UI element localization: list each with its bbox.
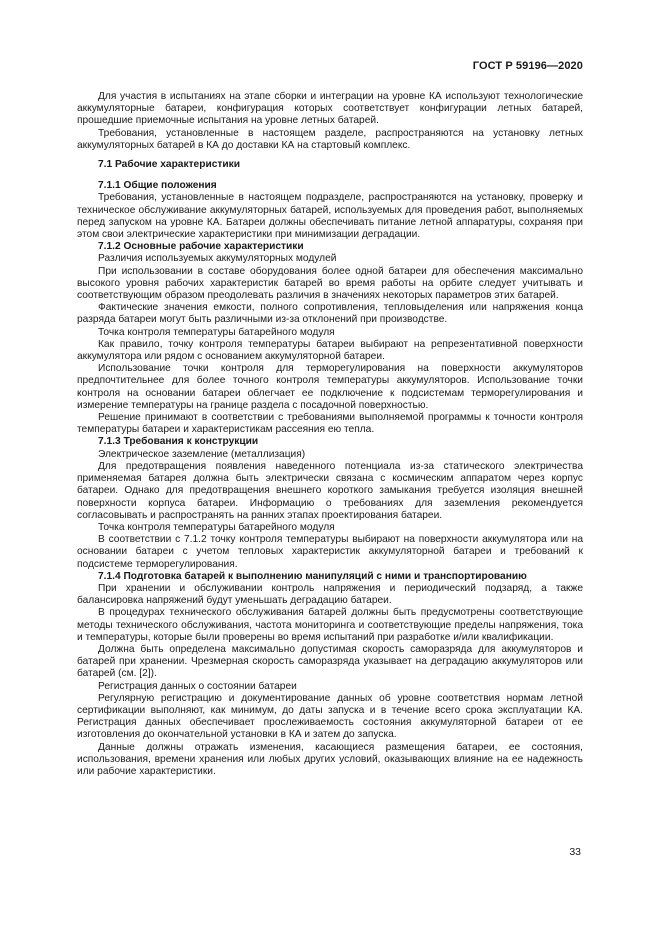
paragraph: Требования, установленные в настоящем подразделе, распространяются на установку, проверку и техническое обслуживание аккумуляторных батарей, используемых для проведения работ, выполняемых перед запуском на уровне КА. Батареи должны обеспечивать питание летной аппаратуры, сохраняя при этом свои электрические характеристики при минимизации деградации. <box>77 192 583 241</box>
paragraph: Для предотвращения появления наведенного потенциала из-за статического электричества применяемая батарея должна быть электрически связана с космическим аппаратом через корпус батареи. Однако для предотвращения внешнего короткого замыкания требуется изоляция внешней поверхности корпуса батареи. Информацию о требованиях для заземления рекомендуется согласовывать и распространять на ранних этапах проектирования батареи. <box>77 460 583 521</box>
document-id-header: ГОСТ Р 59196—2020 <box>472 60 583 72</box>
document-body <box>77 91 583 778</box>
paragraph: Фактические значения емкости, полного сопротивления, тепловыделения или напряжения конца разряда батареи могут быть различными из-за отклонений при производстве. <box>77 302 583 326</box>
subsection-heading: 7.1.3 Требования к конструкции <box>98 436 259 448</box>
subsection-heading: 7.1.2 Основные рабочие характеристики <box>98 241 304 253</box>
paragraph: Как правило, точку контроля температуры батареи выбирают на репрезентативной поверхности аккумулятора или рядом с основанием аккумуляторной батареи. <box>77 338 583 363</box>
paragraph-title: Точка контроля температуры батарейного модуля <box>98 326 335 338</box>
paragraph: Использование точки контроля для терморегулирования на поверхности аккумуляторов предпочтительнее для более точного контроля температуры аккумуляторов. Использование точки контроля на основании батареи облегчает ее подключение к подсистемам терморегулирования и измерение температуры на границе раздела с посадочной поверхностью. <box>77 363 583 411</box>
paragraph: Решение принимают в соответствии с требованиями выполняемой программы к точности контроля температуры батареи и характеристикам рассеяния ею тепла. <box>77 412 583 436</box>
paragraph-title: Регистрация данных о состоянии батареи <box>98 680 297 692</box>
subsection-heading: 7.1.4 Подготовка батарей к выполнению манипуляций с ними и транспортированию <box>98 570 527 582</box>
paragraph-title: Различия используемых аккумуляторных модулей <box>98 253 337 265</box>
paragraph: Данные должны отражать изменения, касающиеся размещения батареи, ее состояния, использования, времени хранения или любых других условий, оказывающих влияние на ее надежность или рабочие характеристики. <box>77 741 583 777</box>
paragraph-title: Электрическое заземление (металлизация) <box>98 448 306 460</box>
paragraph: При использовании в составе оборудования более одной батареи для обеспечения максимально высокого уровня рабочих характеристик батарей во время работы на орбите следует учитывать и соответствующим образом преодолевать различия в значениях некоторых параметров этих батарей. <box>77 265 583 302</box>
paragraph: При хранении и обслуживании контроль напряжения и периодический подзаряд, а также балансировка напряжений будут уменьшать деградацию батареи. <box>77 582 583 607</box>
paragraph: Должна быть определена максимально допустимая скорость саморазряда для аккумуляторов и батарей при хранении. Чрезмерная скорость саморазряда указывает на деградацию аккумуляторов или батарей (см. [2]). <box>77 643 583 680</box>
subsection-heading: 7.1.1 Общие положения <box>98 180 217 192</box>
paragraph-title: Точка контроля температуры батарейного модуля <box>98 521 335 533</box>
paragraph: Для участия в испытаниях на этапе сборки и интеграции на уровне КА используют технологические аккумуляторные батареи, конфигурация которых соответствует конфигурации летных батарей, прошедшие приемочные испытания на уровне летных батарей. <box>77 91 583 127</box>
paragraph: Требования, установленные в настоящем разделе, распространяются на установку летных аккумуляторных батарей в КА до доставки КА на стартовый комплекс. <box>77 127 583 151</box>
page-number: 33 <box>569 846 581 858</box>
section-heading: 7.1 Рабочие характеристики <box>98 159 240 171</box>
paragraph: В процедурах технического обслуживания батарей должны быть предусмотрены соответствующие методы технического обслуживания, частота мониторинга и соответствующие пределы напряжения, тока и температуры, которые были проверены во время испытаний при разработке и/или квалификации. <box>77 607 583 643</box>
paragraph: Регулярную регистрацию и документирование данных об уровне соответствия нормам летной сертификации выполняют, как минимум, до даты запуска и в течение всего срока эксплуатации КА. Регистрация данных обеспечивает прослеживаемость состояния аккумуляторной батареи от ее изготовления до окончательной установки в КА и затем до запуска. <box>77 692 583 741</box>
paragraph: В соответствии с 7.1.2 точку контроля температуры выбирают на поверхности аккумулятора или на основании батареи с учетом тепловых характеристик аккумуляторной батареи и требований к подсистеме терморегулирования. <box>77 534 583 570</box>
